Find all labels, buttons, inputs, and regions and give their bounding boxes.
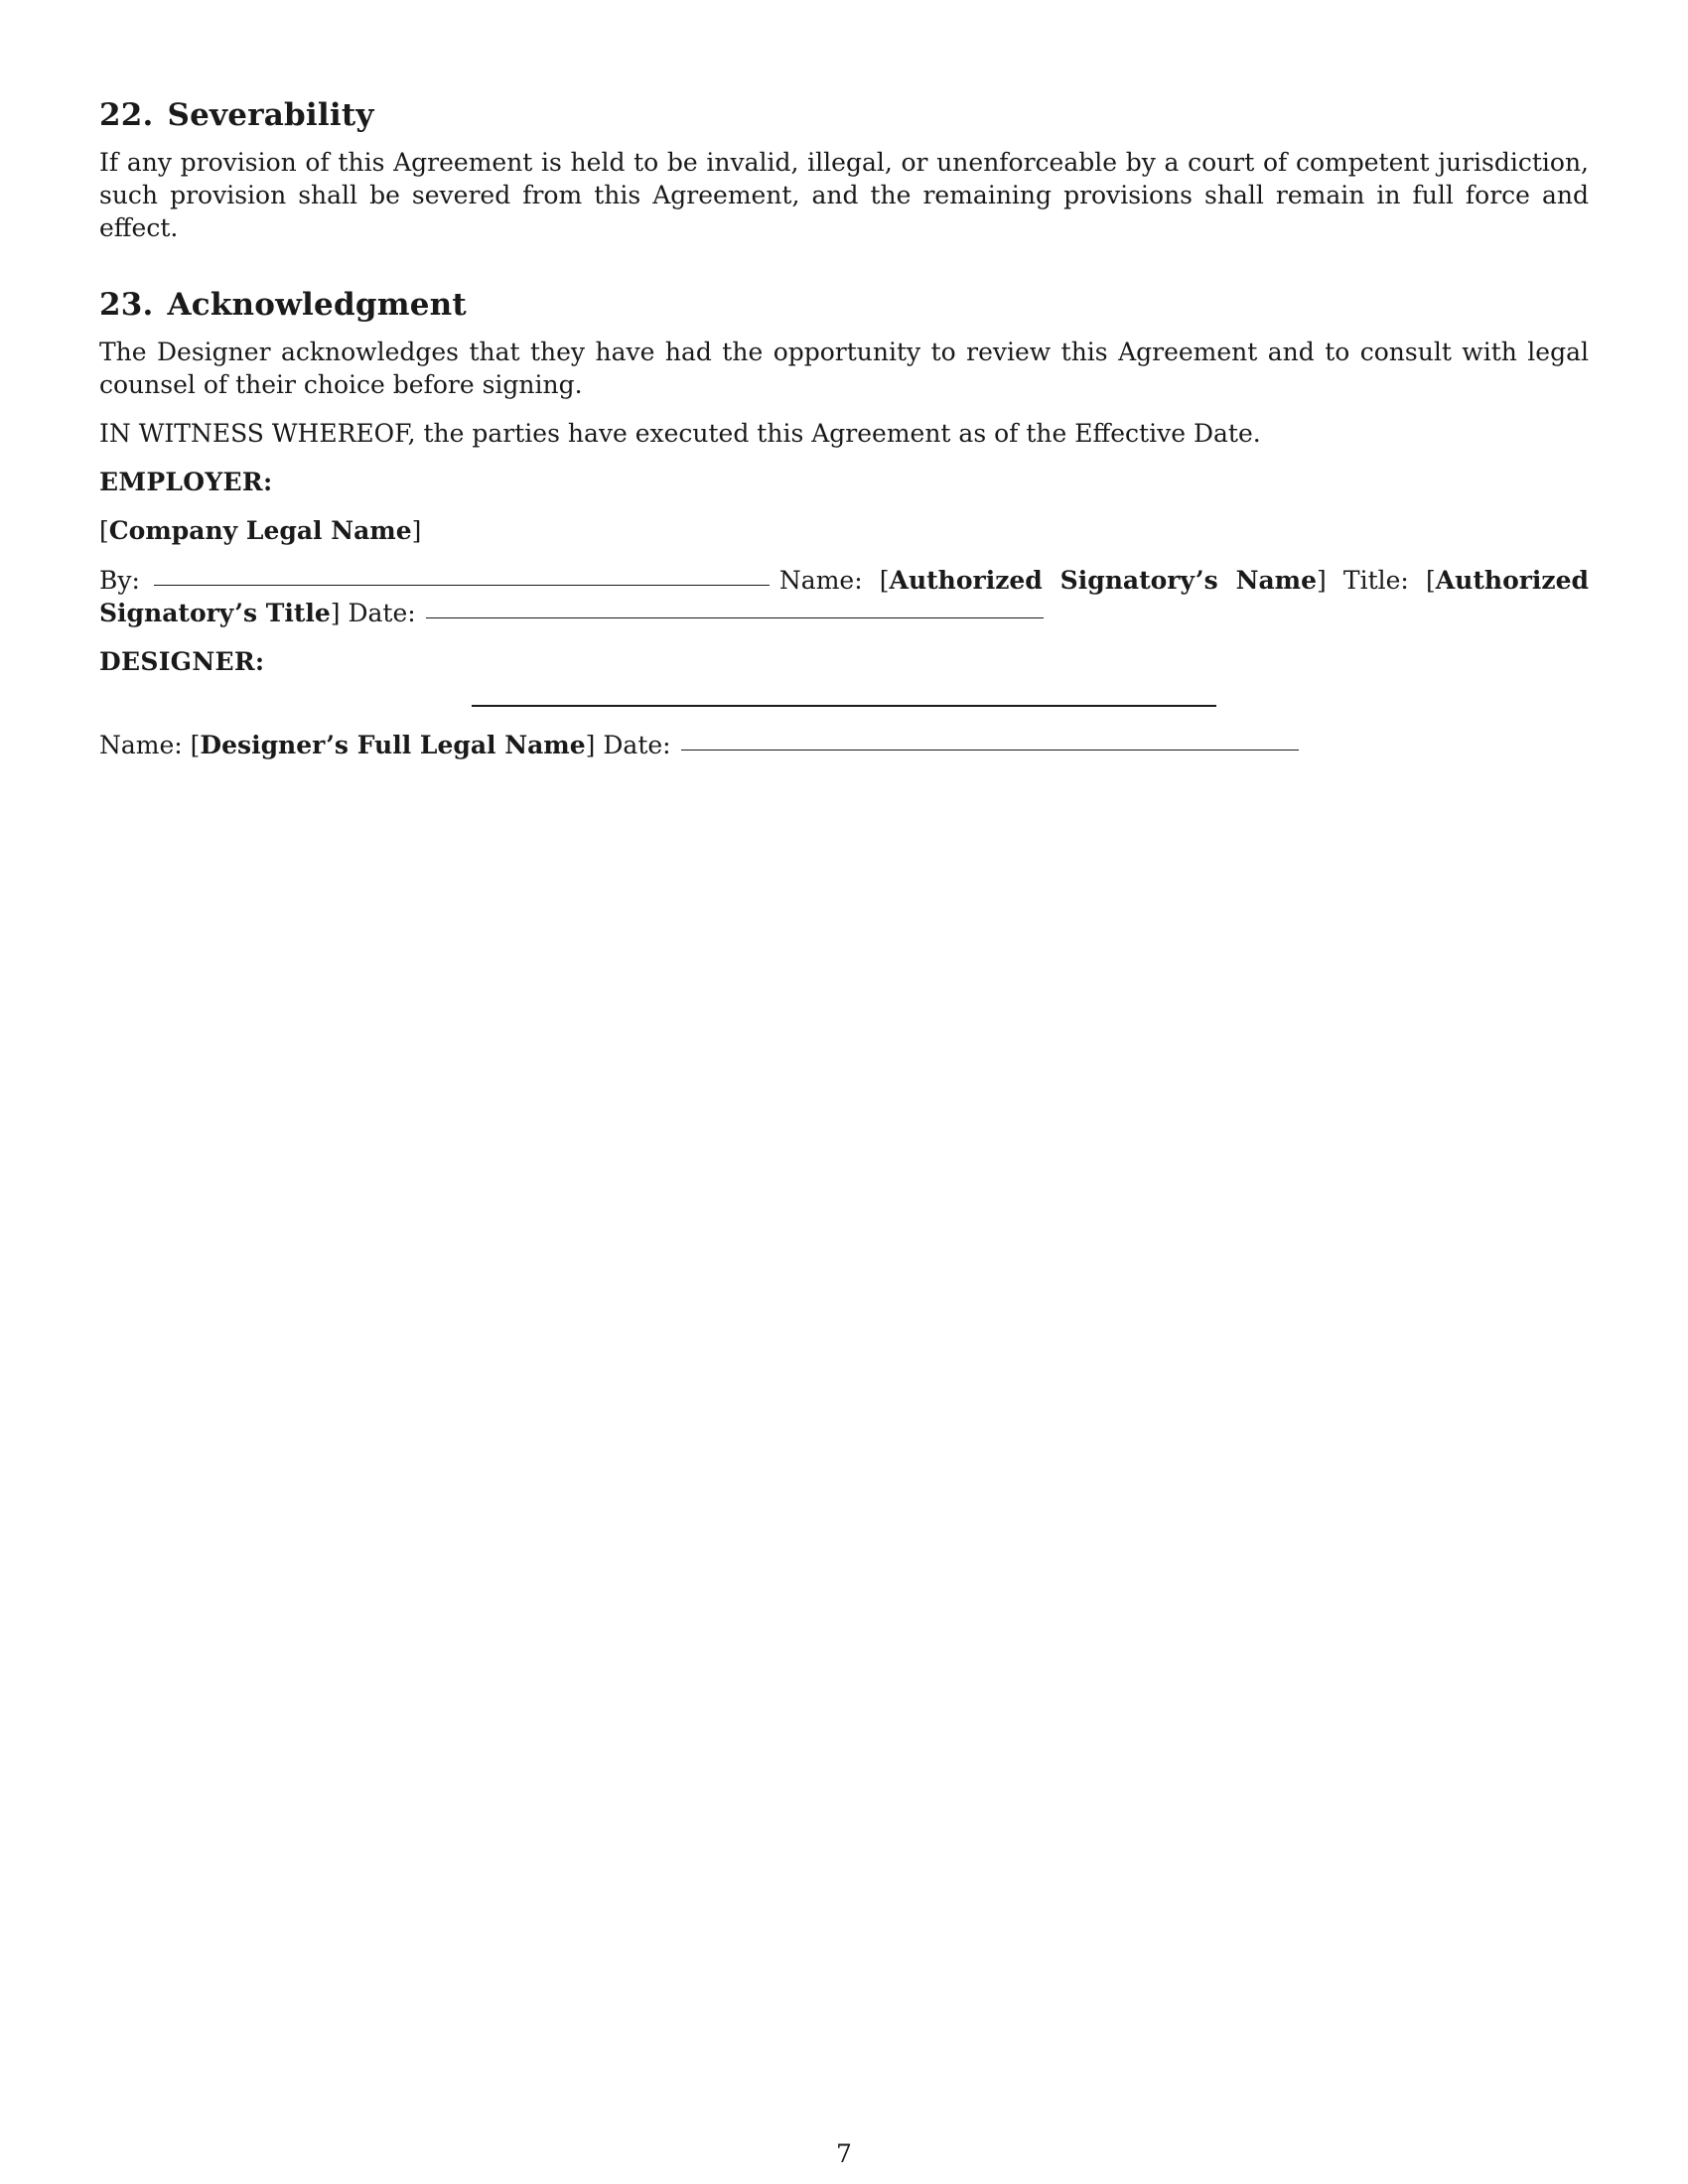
acknowledgment-paragraph: The Designer acknowledges that they have had the opportunity to review this Agreement and to consult with legal counsel of their choice before signing. (99, 338, 1589, 399)
section-spacer (99, 244, 1589, 284)
section-title: Severability (167, 97, 374, 133)
designer-name-block: Name: [Designer’s Full Legal Name] Date: (99, 729, 1589, 761)
section-heading-acknowledgment (99, 284, 1589, 326)
designer-signature-line[interactable] (472, 704, 1216, 707)
section-number: 22. (99, 97, 154, 133)
page-number: 7 (836, 2139, 852, 2168)
name-label: Name: (778, 566, 863, 595)
employer-signature-block: By: Name: [Authorized Signatory’s Name] Title: [Authorized Signatory’s Title] Date: (99, 566, 1589, 627)
date-label: Date: (603, 731, 671, 759)
employer-signature-line[interactable] (154, 584, 770, 586)
designer-name-placeholder: Designer’s Full Legal Name (200, 731, 586, 759)
section-title: Acknowledgment (167, 287, 467, 323)
witness-statement: IN WITNESS WHEREOF, the parties have executed this Agreement as of the Effective Date. (99, 419, 1261, 448)
employer-label: EMPLOYER: (99, 468, 273, 496)
signatory-title-placeholder: Authorized Signatory’s Title (99, 566, 1589, 627)
name-label: Name: (99, 731, 183, 759)
section-number: 23. (99, 287, 154, 323)
designer-label: DESIGNER: (99, 647, 265, 676)
designer-date-line[interactable] (681, 749, 1299, 751)
employer-date-line[interactable] (426, 616, 1044, 618)
employer-company-name: [Company Legal Name] (99, 516, 422, 545)
date-label: Date: (348, 599, 416, 627)
title-label: Title: (1342, 566, 1409, 595)
company-name-placeholder: Company Legal Name (108, 516, 412, 545)
document-page (99, 94, 1589, 761)
signatory-name-placeholder: Authorized Signatory’s Name (889, 566, 1318, 595)
by-label: By: (99, 566, 140, 595)
severability-paragraph: If any provision of this Agreement is held to be invalid, illegal, or unenforceable by a court of competent jurisdiction, such provision shall be severed from this Agreement, and the remaining provisions shall remain in full force and effect. (99, 148, 1589, 242)
section-heading-severability (99, 94, 1589, 136)
